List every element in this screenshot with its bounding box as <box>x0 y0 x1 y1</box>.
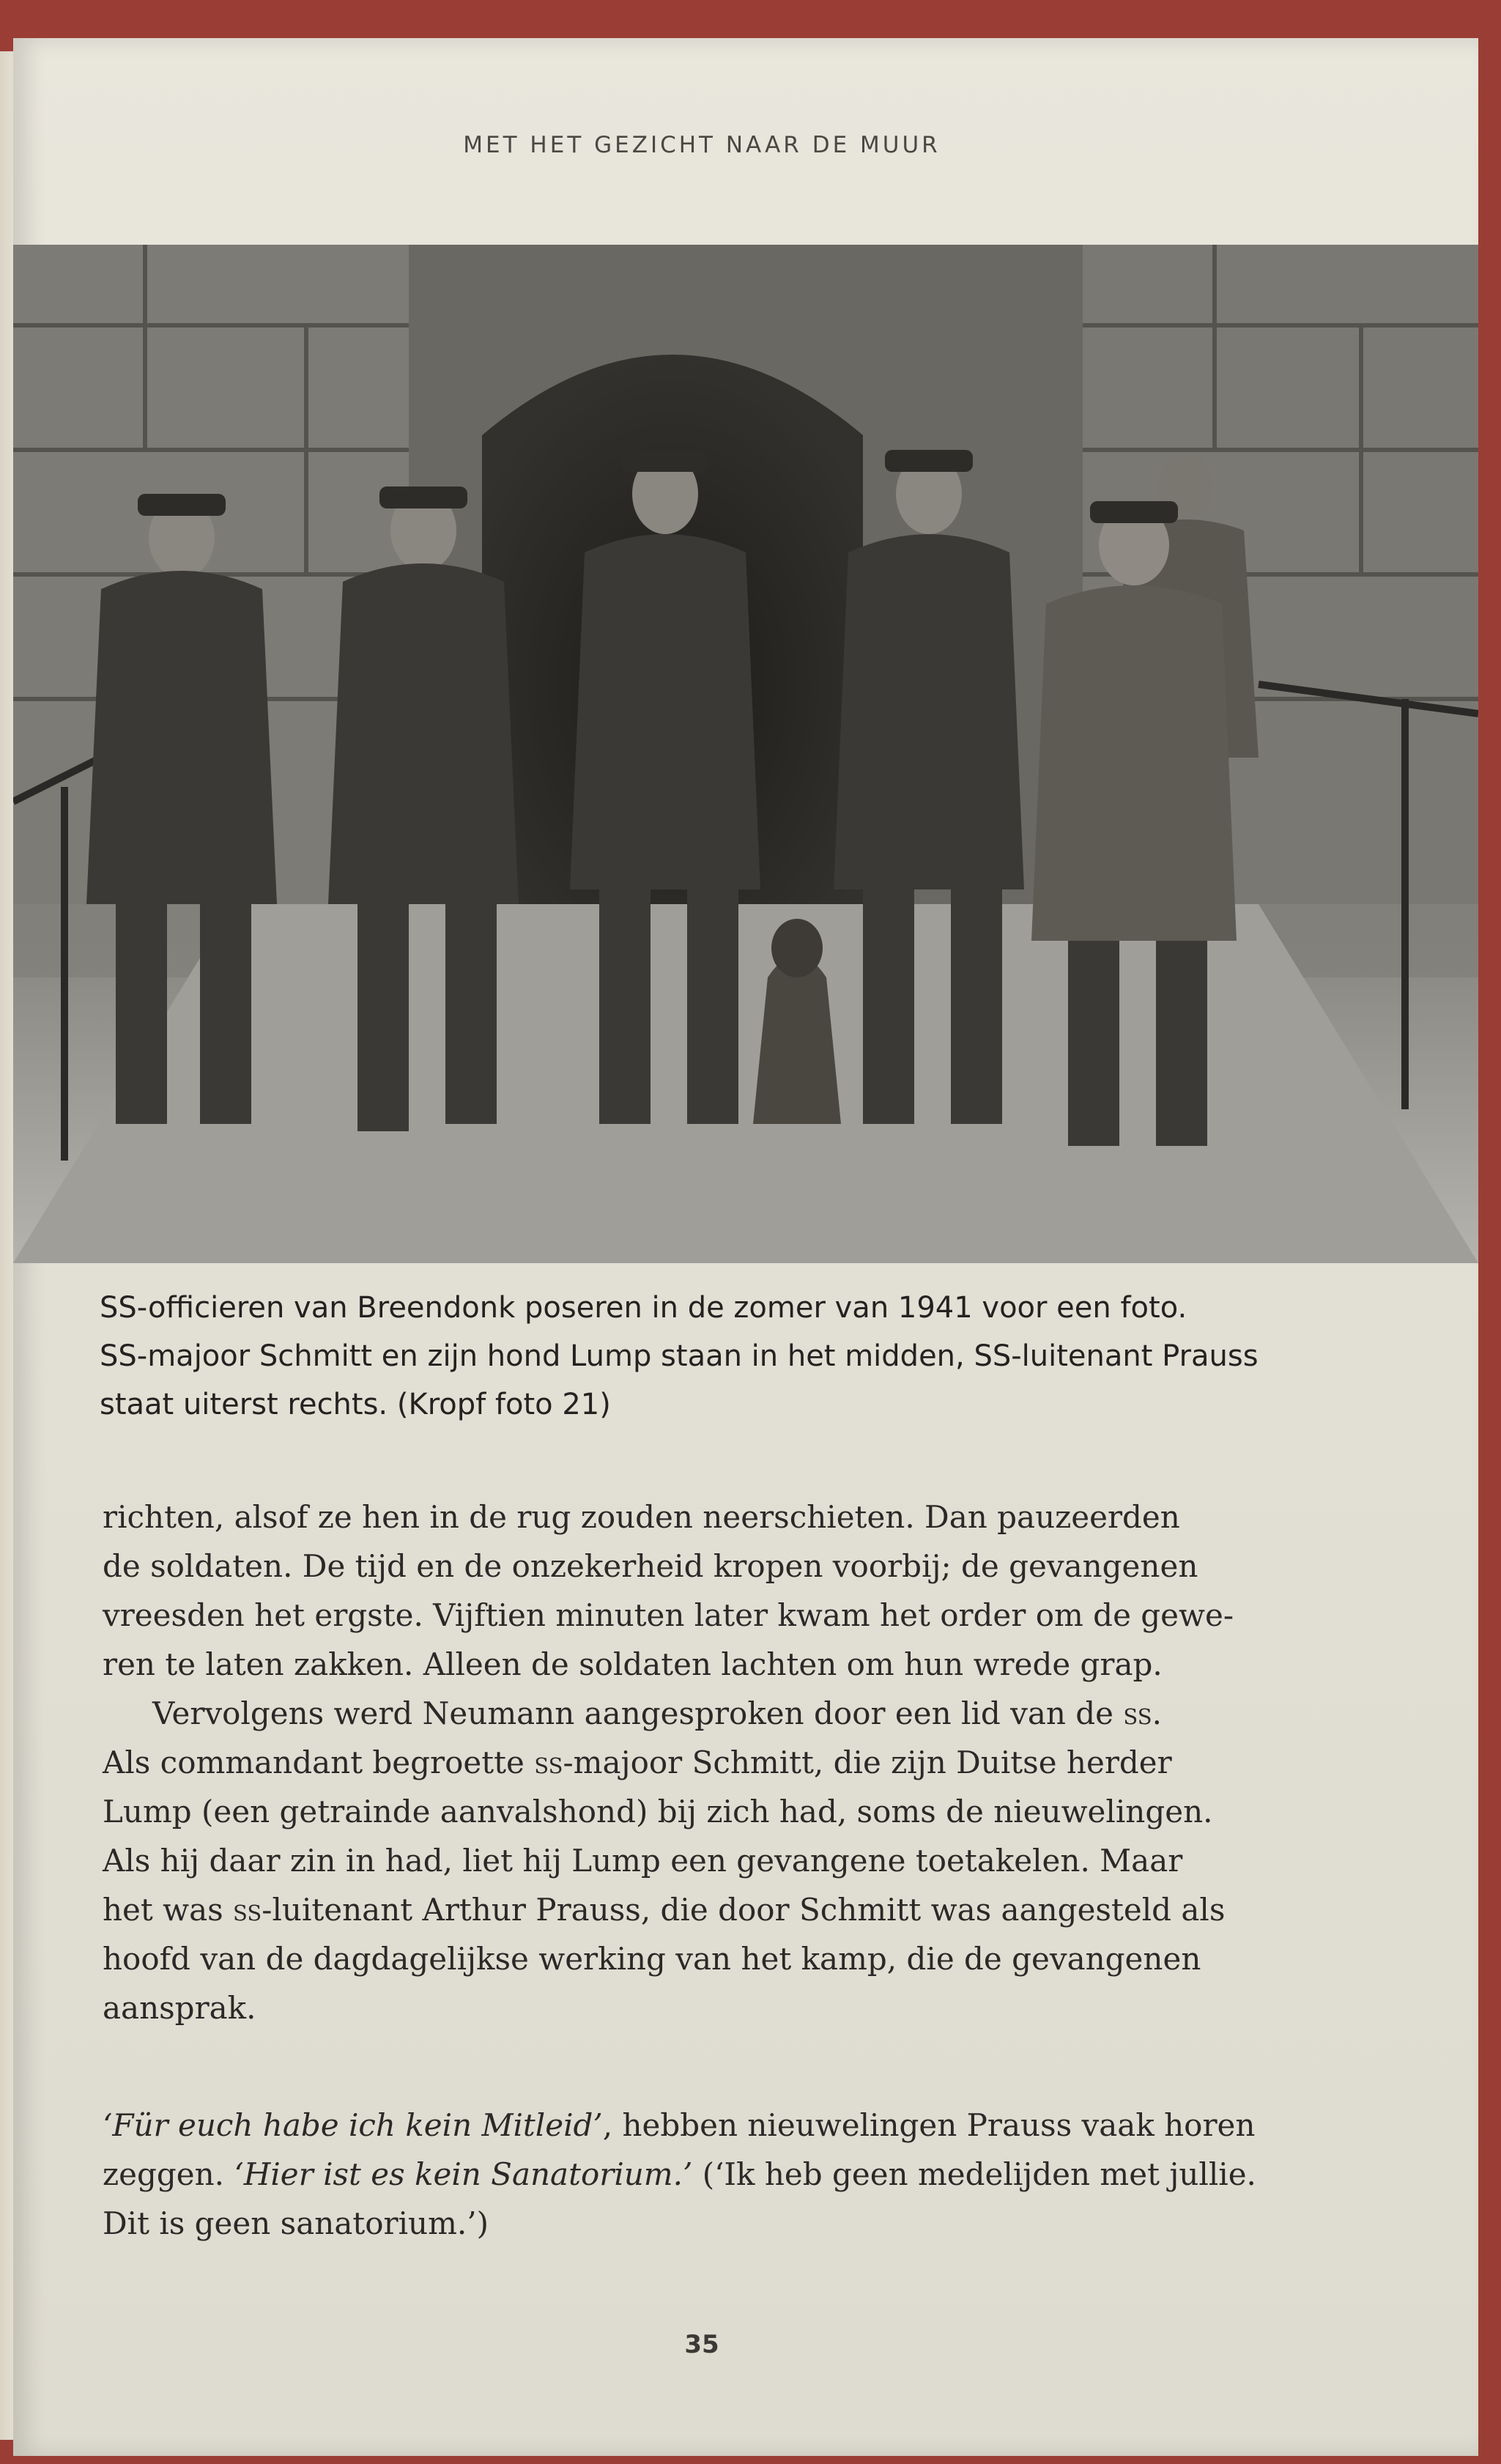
running-head: MET HET GEZICHT NAAR DE MUUR <box>463 132 941 158</box>
abbrev-ss: ss. <box>1123 1695 1162 1731</box>
caption-line: SS-officieren van Breendonk poseren in de zomer van 1941 voor een foto. <box>100 1291 1187 1325</box>
text-segment: Vervolgens werd Neumann aangesproken door een lid van de <box>152 1695 1114 1731</box>
text-line: vreesden het ergste. Vijftien minuten later kwam het order om de gewe- <box>103 1597 1234 1633</box>
book-page <box>13 38 1478 2456</box>
text-line: Lump (een getrainde aanvalshond) bij zich had, soms de nieuwelingen. <box>103 1794 1213 1829</box>
text-segment: , hebben nieuwelingen Prauss vaak horen <box>602 2107 1256 2143</box>
text-line <box>103 1738 1304 1787</box>
text-line <box>103 1885 1304 1934</box>
abbrev-ss: ss <box>534 1745 563 1780</box>
text-line <box>103 2101 1304 2150</box>
text-line: richten, alsof ze hen in de rug zouden neerschieten. Dan pauzeerden <box>103 1499 1180 1535</box>
text-segment: -majoor Schmitt, die zijn Duitse herder <box>563 1745 1172 1780</box>
text-line <box>103 2150 1304 2199</box>
historical-photo <box>13 245 1478 1263</box>
text-line: Dit is geen sanatorium.’) <box>103 2205 489 2241</box>
quote-paragraph <box>103 2101 1304 2248</box>
page-number: 35 <box>684 2330 719 2359</box>
text-segment: het was <box>103 1892 223 1928</box>
text-line: aansprak. <box>103 1990 256 2026</box>
text-line: de soldaten. De tijd en de onzekerheid kropen voorbij; de gevangenen <box>103 1548 1198 1584</box>
caption-line: SS-majoor Schmitt en zijn hond Lump staan in het midden, SS-luitenant Prauss <box>100 1339 1259 1373</box>
text-segment: zeggen. <box>103 2156 234 2192</box>
caption-line: staat uiterst rechts. (Kropf foto 21) <box>100 1388 611 1421</box>
photo-caption <box>100 1284 1360 1429</box>
text-segment: (‘Ik heb geen medelijden met jullie. <box>692 2156 1256 2192</box>
text-line: ren te laten zakken. Alleen de soldaten lachten om hun wrede grap. <box>103 1646 1163 1682</box>
abbrev-ss: ss <box>233 1892 262 1928</box>
text-segment: -luitenant Arthur Prauss, die door Schmitt was aangesteld als <box>262 1892 1226 1928</box>
german-quote: ‘Hier ist es kein Sanatorium.’ <box>234 2156 693 2192</box>
german-quote: ‘Für euch habe ich kein Mitleid’ <box>103 2107 603 2143</box>
body-text <box>103 1492 1304 2032</box>
text-line: hoofd van de dagdagelijkse werking van het kamp, die de gevangenen <box>103 1941 1201 1977</box>
text-line <box>103 1689 1304 1738</box>
text-line: Als hij daar zin in had, liet hij Lump een gevangene toetakelen. Maar <box>103 1843 1183 1879</box>
text-segment: Als commandant begroette <box>103 1745 525 1780</box>
